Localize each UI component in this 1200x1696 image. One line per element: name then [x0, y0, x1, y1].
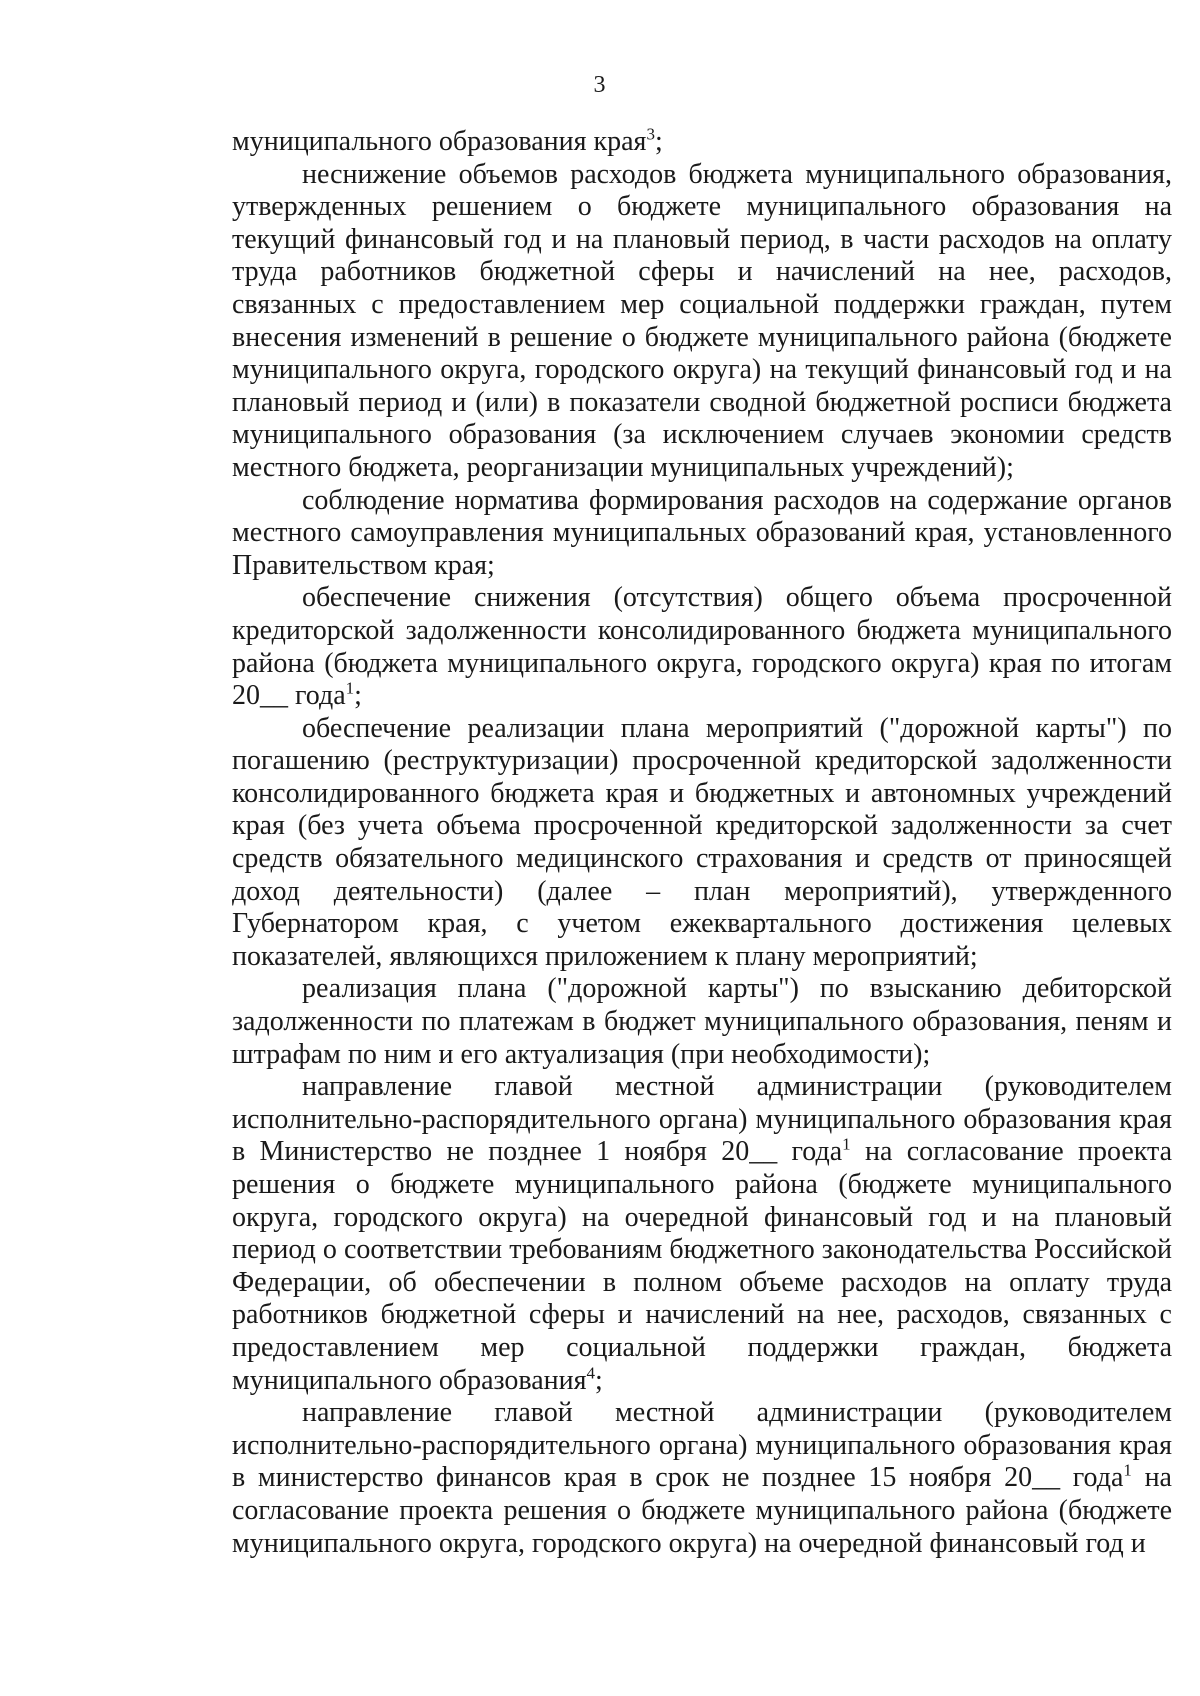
paragraph-tail: ;: [595, 1364, 603, 1396]
paragraph-6: [232, 973, 1172, 1071]
paragraph-tail: ;: [654, 126, 663, 157]
document-body: [232, 126, 1172, 1560]
footnote-ref: 1: [842, 1135, 851, 1155]
paragraph-text: неснижение объемов расходов бюджета муниципального образования, утвержденных решением о бюджете муниципального образования на текущий финансовый год и на плановый период, в части расходов на оплату труда работников бюджетной сферы и начислений на нее, расходов, связанных с предоставлением мер социальной поддержки граждан, путем внесения изменений в решение о бюджете муниципального района (бюджете муниципального округа, городского округа) на текущий финансовый год и на плановый период и (или) в показатели сводной бюджетной росписи бюджета муниципального образования (за исключением случаев экономии средств местного бюджета, реорганизации муниципальных учреждений);: [232, 158, 1172, 483]
paragraph-3: [232, 485, 1172, 583]
paragraph-7: [232, 1071, 1172, 1397]
paragraph-5: [232, 713, 1172, 974]
footnote-ref: 3: [646, 124, 655, 144]
paragraph-tail: на согласование проекта решения о бюджете муниципального района (бюджете муниципального округа, городского округа) на очередной финансовый год и на плановый период о соответствии требованиям бюджетного законодательства Российской Федерации, об обеспечении в полном объеме расходов на оплату труда работников бюджетной сферы и начислений на нее, расходов, связанных с предоставлением мер социальной поддержки граждан, бюджета муниципального образования: [232, 1136, 1172, 1396]
paragraph-tail: ;: [354, 680, 362, 712]
paragraph-text: обеспечение реализации плана мероприятий ("дорожной карты") по погашению (реструктуризации) просроченной кредиторской задолженности консолидированного бюджета края и бюджетных и автономных учреждений края (без учета объема просроченной кредиторской задолженности за счет средств обязательного медицинского страхования и средств от приносящей доход деятельности) (далее – план мероприятий), утвержденного Губернатором края, с учетом ежеквартального достижения целевых показателей, являющихся приложением к плану мероприятий;: [232, 712, 1172, 972]
footnote-ref: 1: [345, 678, 355, 698]
paragraph-text: реализация плана ("дорожной карты") по взысканию дебиторской задолженности по платежам в бюджет муниципального образования, пеням и штрафам по ним и его актуализация (при необходимости);: [232, 973, 1172, 1070]
paragraph-8: [232, 1397, 1172, 1560]
paragraph-4: [232, 582, 1172, 712]
footnote-ref: 4: [586, 1363, 596, 1383]
paragraph-text: обеспечение снижения (отсутствия) общего объема просроченной кредиторской задолженности консолидированного бюджета муниципального района (бюджета муниципального округа, городского округа) края по итогам 20__ года: [232, 582, 1172, 712]
paragraph-text: муниципального образования края: [232, 126, 647, 157]
paragraph-text: соблюдение норматива формирования расходов на содержание органов местного самоуправления муниципальных образований края, установленного Правительством края;: [232, 484, 1172, 581]
paragraph-1: [232, 126, 1172, 159]
paragraph-text: направление главой местной администрации (руководителем исполнительно-распорядительного органа) муниципального образования края в Министерство не позднее 1 ноября 20__ года: [232, 1071, 1172, 1168]
page-number: 3: [593, 72, 607, 98]
paragraph-2: [232, 159, 1172, 485]
footnote-ref: 1: [1123, 1461, 1132, 1481]
paragraph-text: направление главой местной администрации (руководителем исполнительно-распорядительного органа) муниципального образования края в министерство финансов края в срок не позднее 15 ноября 20__ года: [232, 1397, 1172, 1494]
paragraph-tail: на согласование проекта решения о бюджете муниципального района (бюджете муниципального округа, городского округа) на очередной финансовый год и: [232, 1462, 1172, 1559]
